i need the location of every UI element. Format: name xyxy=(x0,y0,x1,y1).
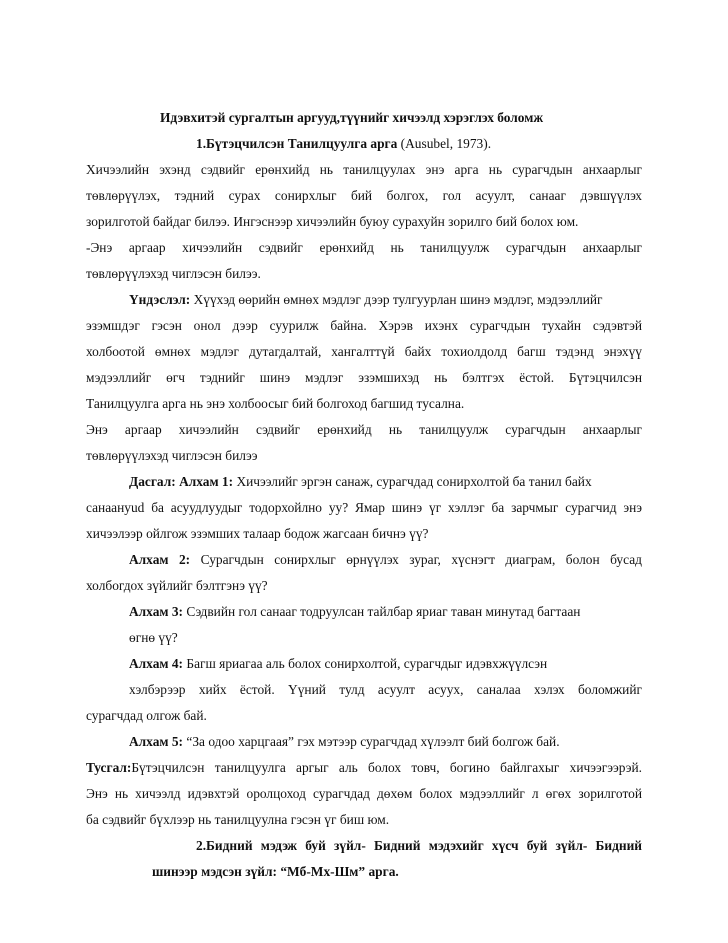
paragraph-line: Энэ аргаар хичээлийн сэдвийг ерөнхийд нь танилцуулж сурагчдын анхаарлыг xyxy=(86,422,642,437)
paragraph-line: эзэмшдэг гэсэн онол дээр суурилж байна. Хэрэв ихэнх сурагчдын тухайн сэдэвтэй xyxy=(86,318,642,333)
paragraph-line: төвлөрүүлэхэд чиглэсэн билээ xyxy=(86,448,258,463)
paragraph-line: ба сэдвийг бүхлээр нь танилцуулна гэсэн үг биш юм. xyxy=(86,812,390,827)
exercise-step-1: Дасгал: Алхам 1: Хичээлийг эргэн санаж, сурагчдад сонирхолтой ба танил байх xyxy=(129,474,592,489)
section-2-heading: 2.Бидний мэдэж буй зүйл- Бидний мэдэхийг хүсч буй зүйл- Бидний xyxy=(196,838,642,853)
exercise-step-3: Алхам 3: Сэдвийн гол санааг тодруулсан тайлбар яриаг таван минутад багтаан xyxy=(129,604,581,619)
paragraph-line: зорилготой байдаг билээ. Ингэснээр хичээлийн буюу сурахуйн зорилго бий болох юм. xyxy=(86,214,579,229)
section-2-heading-cont: шинээр мэдсэн зүйл: “Мб-Мх-Шм” арга. xyxy=(152,864,399,879)
paragraph-line: өгнө үү? xyxy=(129,630,178,645)
exercise-step-2: Алхам 2: Сурагчдын сонирхлыг өрнүүлэх зураг, хүснэгт диаграм, болон бусад xyxy=(129,552,642,567)
paragraph-line: хичээлээр ойлгож эзэмших талаар бодож жагсаан бичнэ үү? xyxy=(86,526,429,541)
exercise-step-4: Алхам 4: Багш яриагаа аль болох сонирхолтой, сурагчдыг идэвхжүүлсэн xyxy=(129,656,548,671)
paragraph-line: холбогдох зүйлийг бэлтгэнэ үү? xyxy=(86,578,268,593)
paragraph-line: -Энэ аргаар хичээлийн сэдвийг ерөнхийд нь танилцуулж сурагчдын анхаарлыг xyxy=(86,240,642,255)
paragraph-line: сурагчдад олгож бай. xyxy=(86,708,207,723)
paragraph-line: хэлбэрээр хийх ёстой. Үүний тулд асуулт асуух, саналаа хэлэх боломжийг xyxy=(129,682,642,697)
paragraph-line: төвлөрүүлэх, тэдний сурах сонирхлыг бий болгох, гол асуулт, санааг дэвшүүлэх xyxy=(86,188,642,203)
paragraph-line: санаануud ба асуудлуудыг тодорхойлно уу? Ямар шинэ үг хэллэг ба зарчмыг сурагчид энэ xyxy=(86,500,642,515)
paragraph-line: Танилцуулга арга нь энэ холбоосыг бий болгоход багшид тусална. xyxy=(86,396,465,411)
page-title: Идэвхитэй сургалтын аргууд,түүнийг хичээлд хэрэглэх боломж xyxy=(160,110,544,125)
paragraph-line: Хичээлийн эхэнд сэдвийг ерөнхийд нь танилцуулах энэ арга нь сурагчдын анхаарлыг xyxy=(86,162,642,177)
paragraph-line: холбоотой өмнөх мэдлэг дутагдалтай, хангалттүй байх тохиолдолд багш тэдэнд энэхүү xyxy=(86,344,642,359)
paragraph-line: мэдээллийг өгч тэднийг шинэ мэдлэг эзэмшихэд нь бэлтгэх ёстой. Бүтэцчилсэн xyxy=(86,370,642,385)
section-1-heading: 1.Бүтэцчилсэн Танилцуулга арга (Ausubel, 1973). xyxy=(196,136,492,151)
paragraph-line: төвлөрүүлэхэд чиглэсэн билээ. xyxy=(86,266,261,281)
reflection-line: Тусгал:Бүтэцчилсэн танилцуулга аргыг аль болох товч, богино байлгахыг хичээгээрэй. xyxy=(86,760,642,775)
paragraph-line: Энэ нь хичээлд идэвхтэй оролцоход сурагчдад дөхөм болох мэдээллийг л өгөх зорилготой xyxy=(86,786,642,801)
rationale-line: Үндэслэл: Хүүхэд өөрийн өмнөх мэдлэг дээр тулгуурлан шинэ мэдлэг, мэдээллийг xyxy=(129,292,603,307)
exercise-step-5: Алхам 5: “За одоо харцгаая” гэх мэтээр сурагчдад хүлээлт бий болгож бай. xyxy=(129,734,560,749)
